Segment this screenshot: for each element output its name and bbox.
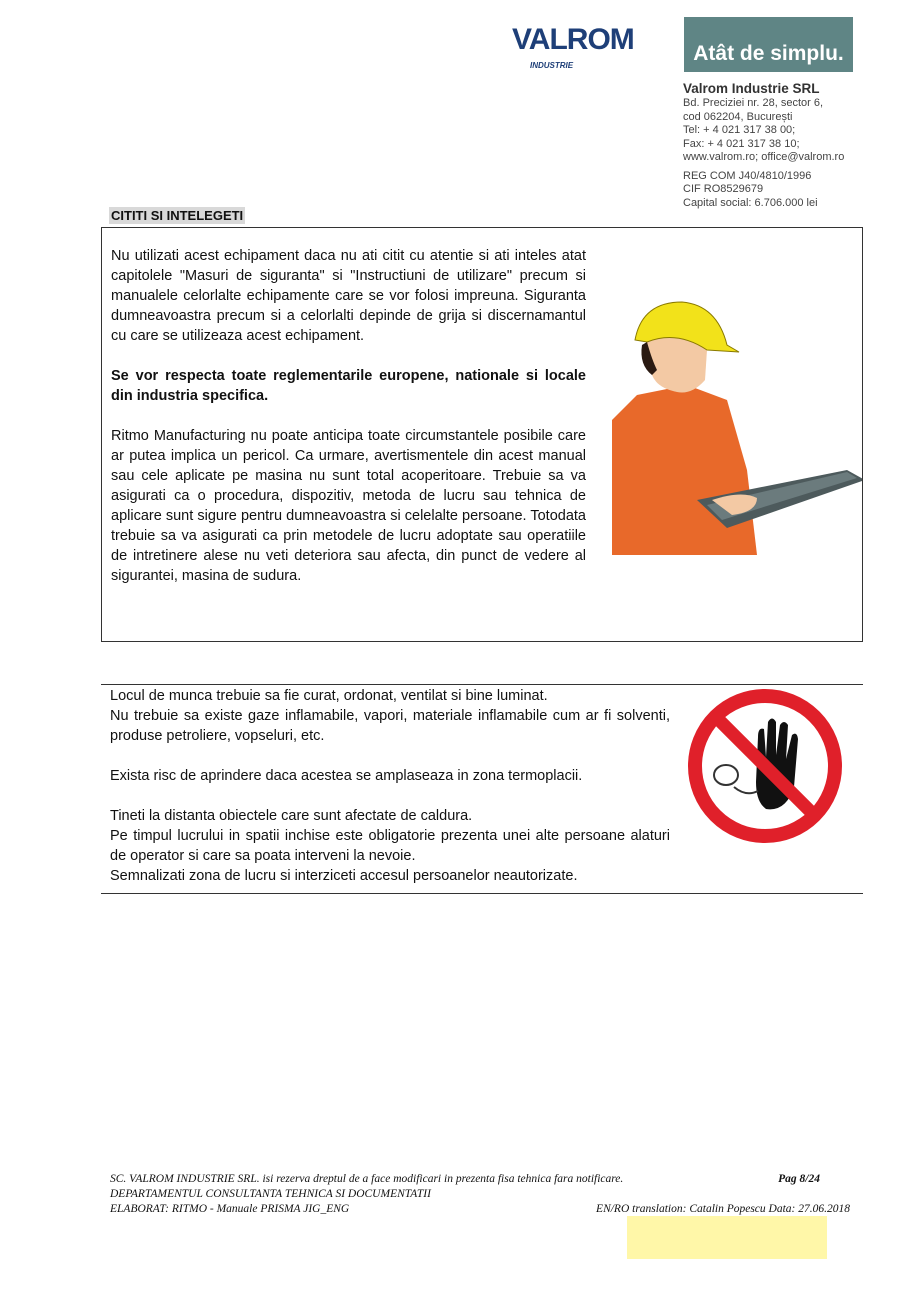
safety-line: Exista risc de aprindere daca acestea se amplaseaza in zona termoplacii. [110, 768, 583, 784]
logo-text: VALROM [512, 23, 634, 56]
safety-line: Locul de munca trebuie sa fie curat, ordonat, ventilat si bine luminat. [110, 688, 548, 704]
registry-line: REG COM J40/4810/1996 [683, 169, 812, 182]
section-title: CITITI SI INTELEGETI [111, 208, 244, 223]
safety-line: Semnalizati zona de lucru si interziceti accesul persoanelor neautorizate. [110, 868, 578, 884]
read-understand-box [101, 227, 863, 642]
safety-line: Nu trebuie sa existe gaze inflamabile, vapori, materiale inflamabile cum ar fi solventi, produse petroliere, vopseluri, etc. [110, 708, 670, 744]
web-email: www.valrom.ro; office@valrom.ro [683, 151, 845, 163]
no-access-prohibition-sign-icon [686, 687, 844, 845]
footer-department: DEPARTAMENTUL CONSULTANTA TEHNICA SI DOCUMENTATII [110, 1188, 431, 1200]
address-line: Bd. Preciziei nr. 28, sector 6, [683, 97, 824, 109]
registry-line: Capital social: 6.706.000 lei [683, 196, 818, 209]
safety-line: Pe timpul lucrului in spatii inchise este obligatorie prezenta unei alte persoane alaturi de operator si care sa poata interveni la nevoie. [110, 828, 670, 864]
valrom-logo [512, 22, 676, 72]
bold-paragraph: Se vor respecta toate reglementarile europene, nationale si locale din industria specifica. [111, 368, 586, 404]
safety-line: Tineti la distanta obiectele care sunt afectate de caldura. [110, 808, 473, 824]
footer-disclaimer: SC. VALROM INDUSTRIE SRL. isi rezerva dreptul de a face modificari in prezenta fisa tehnica fara notificare. [110, 1173, 624, 1185]
page-footer [110, 1172, 850, 1217]
worker-reading-manual-illustration [607, 300, 862, 562]
highlight-block [627, 1216, 827, 1259]
phone: Tel: + 4 021 317 38 00; [683, 124, 796, 136]
company-info [683, 81, 844, 210]
registry-line: CIF RO8529679 [683, 183, 764, 195]
paragraph: Nu utilizati acest echipament daca nu ati citit cu atentie si ati inteles atat capitolele "Masuri de siguranta" si "Instructiuni de utilizare" precum si manualele celorlalte echipamente care se vor folosi impreuna. Siguranta dumneavoastra precum si a celorlalti depinde de grija si discernamantul cu care se utilizeaza acest echipament. [111, 248, 586, 344]
logo-subtext: INDUSTRIE [530, 61, 574, 70]
fax: Fax: + 4 021 317 38 10; [683, 137, 800, 150]
address-line: cod 062204, București [683, 110, 793, 123]
company-name: Valrom Industrie SRL [683, 81, 820, 96]
page-number: Pag 8/24 [778, 1173, 820, 1185]
workplace-safety-box [101, 684, 863, 894]
slogan-banner: Atât de simplu. [684, 17, 853, 72]
paragraph: Ritmo Manufacturing nu poate anticipa toate circumstantele posibile care ar putea implica un pericol. Ca urmare, avertismentele din acest manual sau cele aplicate pe masina nu sunt total acoperitoare. Trebuie sa va asigurati ca o procedura, dispozitiv, metoda de lucru sau tehnica de aplicare sunt sigure pentru dumneavoastra si celelalte persoane. Totodata trebuie sa va asigurati ca prin metodele de lucru adoptate sau operatiile de intretinere alese nu veti deteriora sau afecta, din punct de vedere al sigurantei, masina de sudura. [111, 428, 586, 584]
footer-translation: EN/RO translation: Catalin Popescu Data: 27.06.2018 [596, 1203, 850, 1215]
footer-elaborated: ELABORAT: RITMO - Manuale PRISMA JIG_ENG [110, 1203, 350, 1215]
